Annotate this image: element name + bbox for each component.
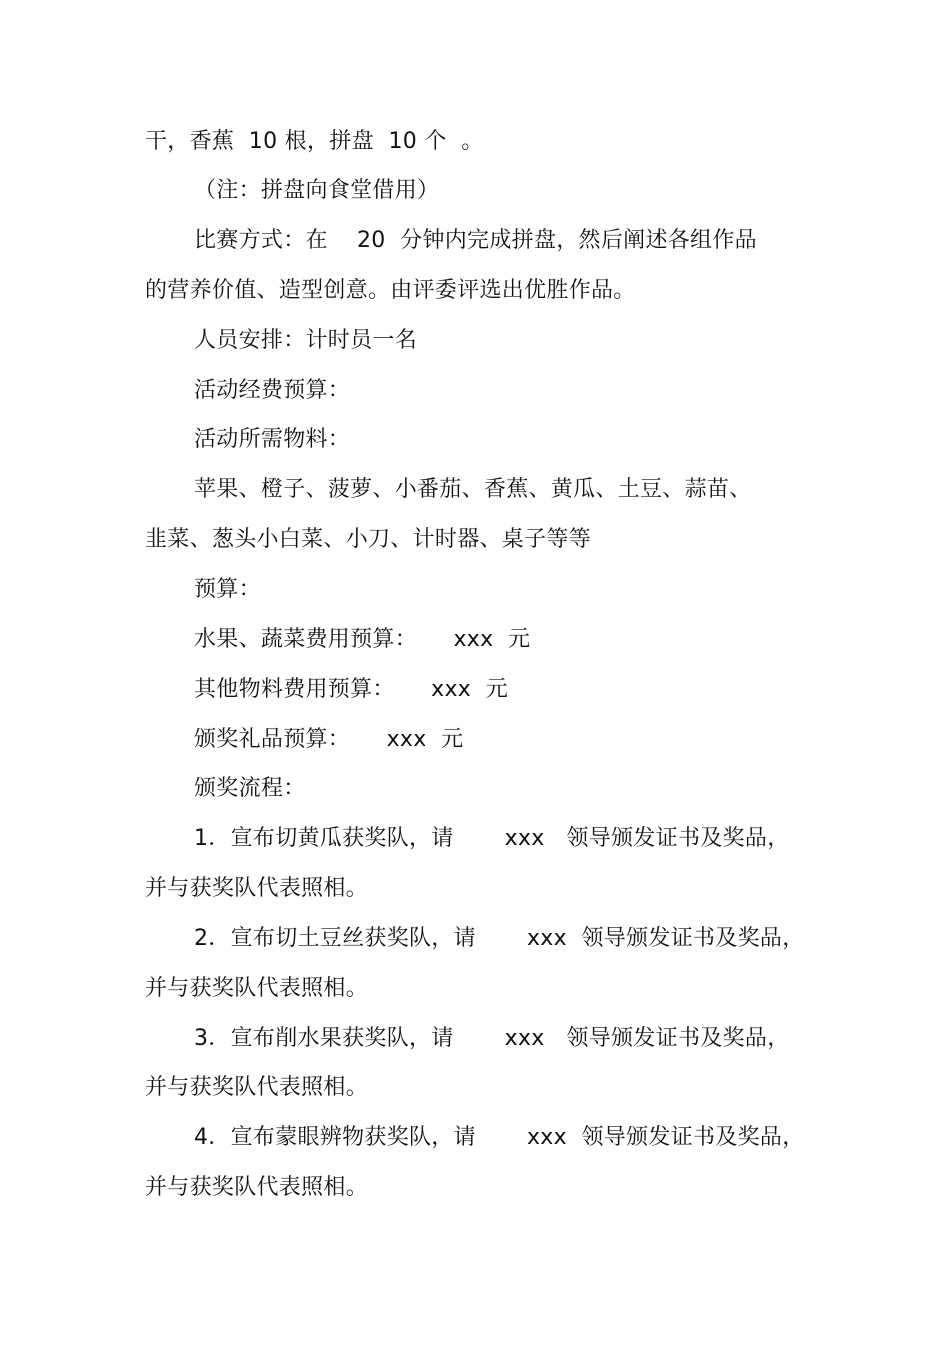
text-line-snacks: 干，香蕉 10 根，拼盘 10 个 。 <box>145 129 484 154</box>
text-line-award-3-cont: 并与获奖队代表照相。 <box>145 1075 369 1100</box>
text-line-award-3: 3．宣布削水果获奖队，请 xxx 领导颁发证书及奖品， <box>194 1026 790 1051</box>
text-line-award-1: 1．宣布切黄瓜获奖队，请 xxx 领导颁发证书及奖品， <box>194 826 790 851</box>
text-line-award-process: 颁奖流程： <box>194 776 306 801</box>
text-line-award-4: 4．宣布蒙眼辨物获奖队，请 xxx 领导颁发证书及奖品， <box>194 1125 805 1150</box>
text-line-award-2-cont: 并与获奖队代表照相。 <box>145 976 369 1001</box>
text-line-materials-heading: 活动所需物料： <box>194 427 351 452</box>
text-line-contest-method-cont: 的营养价值、造型创意。由评委评选出优胜作品。 <box>145 278 636 303</box>
text-line-other-budget: 其他物料费用预算： xxx 元 <box>194 677 509 702</box>
text-line-materials-cont: 韭菜、葱头小白菜、小刀、计时器、桌子等等 <box>145 527 592 552</box>
text-line-materials: 苹果、橙子、菠萝、小番茄、香蕉、黄瓜、土豆、蒜苗、 <box>194 477 752 502</box>
text-line-contest-method: 比赛方式：在 20 分钟内完成拼盘，然后阐述各组作品 <box>194 228 757 253</box>
text-line-note: （注：拼盘向食堂借用） <box>194 178 440 203</box>
text-line-budget: 预算： <box>194 577 261 602</box>
text-line-budget-heading: 活动经费预算： <box>194 378 351 403</box>
text-line-award-1-cont: 并与获奖队代表照相。 <box>145 876 369 901</box>
text-line-produce-budget: 水果、蔬菜费用预算： xxx 元 <box>194 627 531 652</box>
text-line-staff: 人员安排：计时员一名 <box>194 328 418 353</box>
text-line-award-2: 2．宣布切土豆丝获奖队，请 xxx 领导颁发证书及奖品， <box>194 926 805 951</box>
text-line-gift-budget: 颁奖礼品预算： xxx 元 <box>194 727 464 752</box>
text-line-award-4-cont: 并与获奖队代表照相。 <box>145 1175 369 1200</box>
